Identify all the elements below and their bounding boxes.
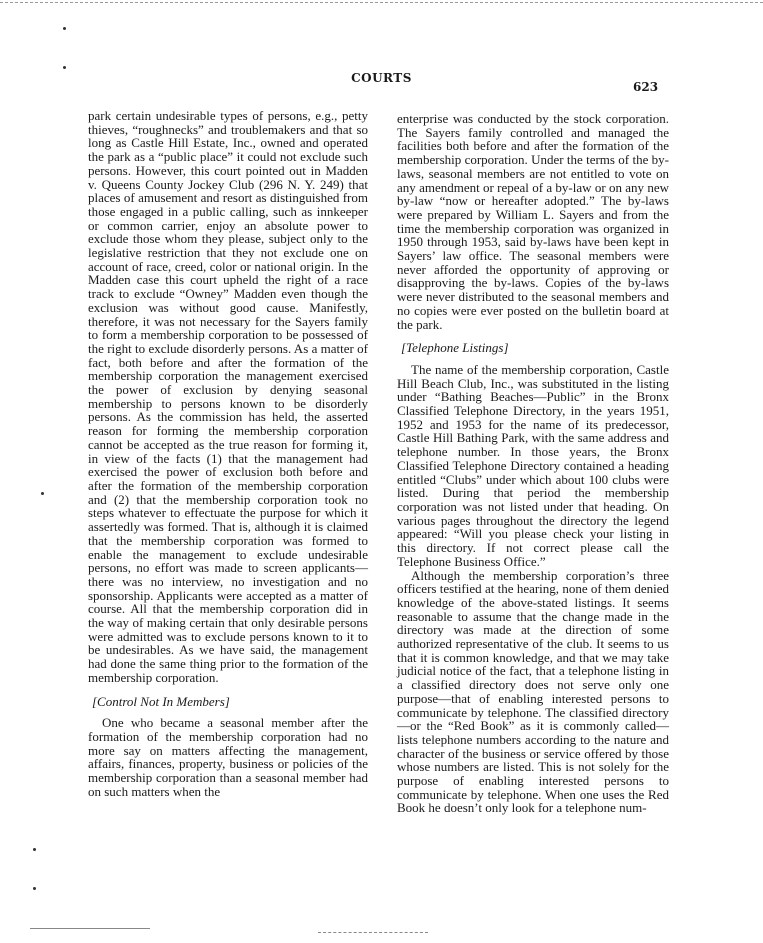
running-head: COURTS (351, 71, 412, 85)
paragraph: Although the membership corporation’s three officers testified at the hearing, none of them denied knowledge of the above-stated listings. It seems reasonable to assume that the change made in the directory was made at the direction of some authorized representative of the club. It seems to us that it is common knowledge, and that we may take judicial notice of the fact, that a telephone listing in a classified directory does not serve only one purpose—that of enabling interested persons to communicate by telephone. The classified directory—or the “Red Book” as it is commonly called—lists telephone numbers according to the nature and character of the business or service offered by those whose numbers are listed. This is not solely for the purpose of enabling interested persons to communicate by telephone. When one uses the Red Book he doesn’t only look for a telephone num- (397, 567, 669, 816)
footer-rule (318, 932, 428, 933)
paragraph: enterprise was conducted by the stock corporation. The Sayers family controlled and managed the facilities both before and after the formation of the membership corporation. Under the terms of the by-laws, seasonal members are not entitled to vote on any amendment or repeal of a by-law or on any new by-law “now or hereafter adopted.” The by-laws were prepared by William L. Sayers and from the time the membership corporation was organized in 1950 through 1953, said by-laws have been kept in Sayers’ law office. The seasonal members were never afforded the opportunity of approving or disapproving the by-laws. Copies of the by-laws were never distributed to the seasonal members and no copies were ever posted on the bulletin board at the park. (397, 111, 669, 332)
scan-speck (41, 492, 44, 495)
scan-speck (63, 66, 66, 69)
section-heading: [Control Not In Members] (92, 693, 230, 709)
paragraph: The name of the membership corporation, Castle Hill Beach Club, Inc., was substituted in the listing under “Bathing Beaches—Public” in the Bronx Classified Telephone Directory, in the years 1951, 1952 and 1953 for the name of its predecessor, Castle Hill Bathing Park, with the same address and telephone number. In those years, the Bronx Classified Telephone Directory contained a heading entitled “Clubs” under which about 100 clubs were listed. During that period the membership corporation was not listed under that heading. On various pages throughout the directory the legend appeared: “Will you please check your listing in this directory. If not correct please call the Telephone Business Office.” (397, 361, 669, 569)
paragraph: park certain undesirable types of persons, e.g., petty thieves, “roughnecks” and troublemakers and that so long as Castle Hill Estate, Inc., owned and operated the park as a “public place” it could not exclude such persons. However, this court pointed out in Madden v. Queens County Jockey Club (296 N. Y. 249) that places of amusement and resort as distinguished from those engaged in a public calling, such as innkeeper or common carrier, enjoy an absolute power to exclude those whom they please, subject only to the legislative restriction that they not exclude one on account of race, creed, color or national origin. In the Madden case this court upheld the right of a race track to exclude “Owney” Madden even though the exclusion was without good cause. Manifestly, therefore, it was not necessary for the Sayers family to form a membership corporation to be possessed of the right to exclude disorderly persons. As a matter of fact, both before and after the formation of the membership corporation the management exercised the power of exclusion by denying seasonal membership to persons known to be disorderly persons. As the commission has held, the asserted reason for forming the membership corporation cannot be accepted as the true reason for forming it, in view of the facts (1) that the management had exercised the power of exclusion both before and after the formation of the membership corporation and (2) that the membership corporation took no steps whatever to effectuate the purpose for which it assertedly was formed. That is, although it is claimed that the membership corporation was formed to enable the management to exclude undesirable persons, no effort was made to screen applicants—there was no interview, no investigation and no sponsorship. Applicants were accepted as a matter of course. All that the membership corporation did in the way of making certain that only desirable persons were admitted was to exclude persons known to it to be undesirables. As we have said, the management had done the same thing prior to the formation of the membership corporation. (88, 108, 368, 685)
scan-speck (63, 27, 66, 30)
scan-speck (33, 887, 36, 890)
scan-top-edge (0, 2, 763, 3)
scan-speck (33, 848, 36, 851)
left-column (88, 109, 368, 798)
paragraph: One who became a seasonal member after the formation of the membership corporation had no more say on matters affecting the management, affairs, finances, property, business or policies of the membership corporation than a seasonal member had on such matters when the (88, 715, 368, 799)
right-column (397, 112, 669, 815)
page-number: 623 (633, 80, 659, 94)
footer-rule (30, 928, 150, 929)
section-heading: [Telephone Listings] (401, 340, 509, 356)
